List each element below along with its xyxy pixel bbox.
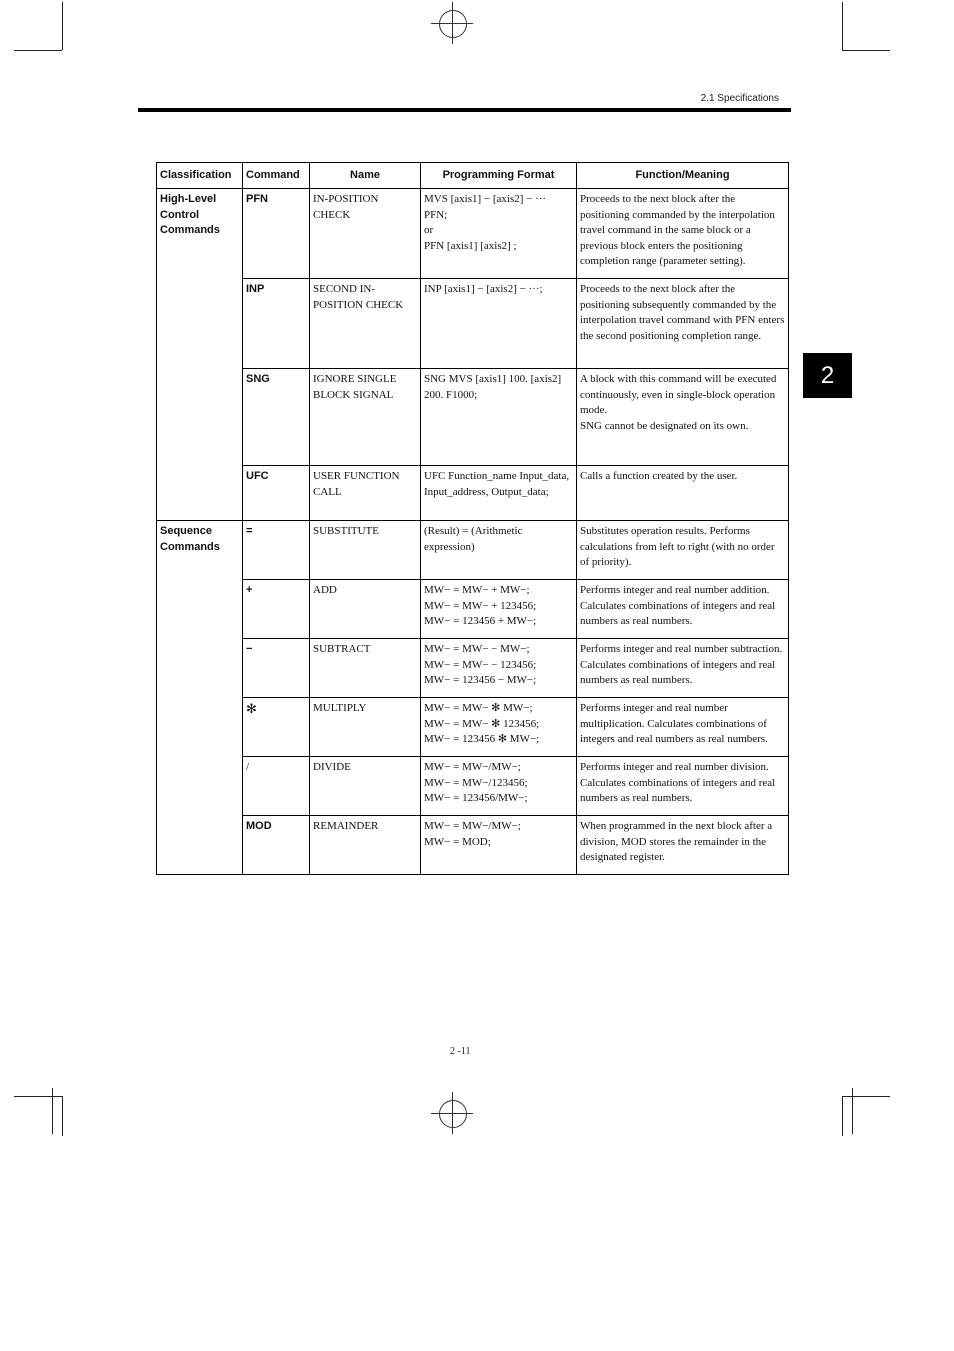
column-header: Name — [310, 163, 421, 189]
command-cell: = — [243, 521, 310, 580]
function-cell: Performs integer and real number subtraction. Calculates combinations of integers and real numbers as real numbers. — [577, 639, 789, 698]
function-cell: Substitutes operation results. Performs calculations from left to right (with no order of priority). — [577, 521, 789, 580]
chapter-tab: 2 — [803, 353, 852, 398]
crop-mark — [842, 2, 843, 50]
format-cell: MVS [axis1] − [axis2] − ··· PFN; or PFN [axis1] [axis2] ; — [421, 189, 577, 279]
column-header: Command — [243, 163, 310, 189]
command-cell: ✻ — [243, 698, 310, 757]
name-cell: IN-POSITION CHECK — [310, 189, 421, 279]
format-cell: MW− = MW− ✻ MW−; MW− = MW− ✻ 123456; MW− = 123456 ✻ MW−; — [421, 698, 577, 757]
crop-mark — [52, 1088, 53, 1134]
format-cell: (Result) = (Arithmetic expression) — [421, 521, 577, 580]
format-cell: INP [axis1] − [axis2] − ···; — [421, 279, 577, 369]
function-cell: When programmed in the next block after a division, MOD stores the remainder in the designated register. — [577, 816, 789, 875]
table-row — [157, 189, 789, 279]
command-cell: INP — [243, 279, 310, 369]
classification-cell: High-Level Control Commands — [157, 189, 243, 521]
command-cell: − — [243, 639, 310, 698]
crop-mark — [62, 1096, 63, 1136]
classification-cell: Sequence Commands — [157, 521, 243, 875]
table-row — [157, 369, 789, 466]
registration-mark — [439, 1100, 467, 1128]
spec-table — [156, 162, 789, 875]
column-header: Function/Meaning — [577, 163, 789, 189]
format-cell: UFC Function_name Input_data, Input_address, Output_data; — [421, 466, 577, 521]
registration-mark — [439, 10, 467, 38]
function-cell: Proceeds to the next block after the positioning commanded by the interpolation travel command in the same block or a previous block enters the positioning completion range (parameter setting). — [577, 189, 789, 279]
name-cell: ADD — [310, 580, 421, 639]
header-rule — [138, 108, 791, 112]
registration-mark — [431, 23, 473, 24]
name-cell: DIVIDE — [310, 757, 421, 816]
crop-mark — [852, 1088, 853, 1134]
page-number: 2 -11 — [450, 1046, 471, 1057]
name-cell: IGNORE SINGLE BLOCK SIGNAL — [310, 369, 421, 466]
function-cell: Calls a function created by the user. — [577, 466, 789, 521]
registration-mark — [431, 1113, 473, 1114]
command-cell: / — [243, 757, 310, 816]
format-cell: MW− = MW− + MW−; MW− = MW− + 123456; MW− = 123456 + MW−; — [421, 580, 577, 639]
table-row — [157, 757, 789, 816]
crop-mark — [14, 1096, 62, 1097]
command-cell: UFC — [243, 466, 310, 521]
function-cell: Performs integer and real number addition. Calculates combinations of integers and real numbers as real numbers. — [577, 580, 789, 639]
table-row — [157, 466, 789, 521]
table-row — [157, 279, 789, 369]
name-cell: SECOND IN-POSITION CHECK — [310, 279, 421, 369]
function-cell: Performs integer and real number division. Calculates combinations of integers and real numbers as real numbers. — [577, 757, 789, 816]
function-cell: A block with this command will be executed continuously, even in single-block operation mode. SNG cannot be designated on its own. — [577, 369, 789, 466]
command-cell: MOD — [243, 816, 310, 875]
name-cell: REMAINDER — [310, 816, 421, 875]
table-row — [157, 698, 789, 757]
table-row — [157, 580, 789, 639]
crop-mark — [14, 50, 62, 51]
format-cell: SNG MVS [axis1] 100. [axis2] 200. F1000; — [421, 369, 577, 466]
table-row — [157, 521, 789, 580]
crop-mark — [842, 1096, 890, 1097]
table-row — [157, 816, 789, 875]
table-header-row — [157, 163, 789, 189]
table-row — [157, 639, 789, 698]
command-cell: SNG — [243, 369, 310, 466]
function-cell: Performs integer and real number multiplication. Calculates combinations of integers and real numbers as real numbers. — [577, 698, 789, 757]
crop-mark — [842, 50, 890, 51]
name-cell: SUBTRACT — [310, 639, 421, 698]
crop-mark — [62, 2, 63, 50]
crop-mark — [842, 1096, 843, 1136]
command-cell: PFN — [243, 189, 310, 279]
name-cell: MULTIPLY — [310, 698, 421, 757]
format-cell: MW− = MW−/MW−; MW− = MW−/123456; MW− = 123456/MW−; — [421, 757, 577, 816]
name-cell: SUBSTITUTE — [310, 521, 421, 580]
section-header: 2.1 Specifications — [700, 93, 779, 104]
function-cell: Proceeds to the next block after the positioning subsequently commanded by the interpolation travel command with PFN enters the second positioning completion range. — [577, 279, 789, 369]
format-cell: MW− = MW−/MW−; MW− = MOD; — [421, 816, 577, 875]
column-header: Programming Format — [421, 163, 577, 189]
name-cell: USER FUNCTION CALL — [310, 466, 421, 521]
command-cell: + — [243, 580, 310, 639]
column-header: Classification — [157, 163, 243, 189]
format-cell: MW− = MW− − MW−; MW− = MW− − 123456; MW− = 123456 − MW−; — [421, 639, 577, 698]
